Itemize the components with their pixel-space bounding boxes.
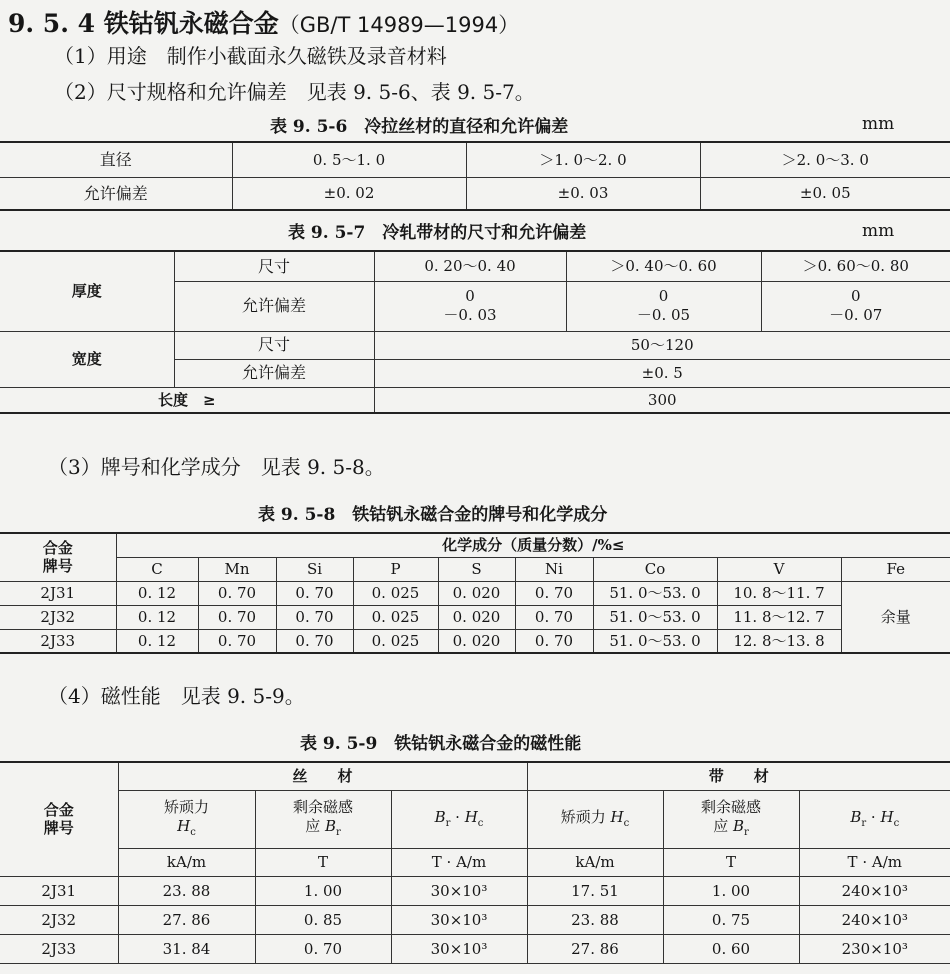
table-cell: 0. 85 <box>255 905 391 934</box>
grade-cell: 2J32 <box>0 605 116 629</box>
tol-lower: －0. 03 <box>443 306 497 324</box>
tol-lower: －0. 05 <box>636 306 691 324</box>
table-cell: ±0. 03 <box>466 177 700 210</box>
table-cell: 0. 20～0. 40 <box>374 251 566 281</box>
table-cell: 0. 020 <box>438 629 515 653</box>
energy-product-header: $B_r \cdot H_c$ <box>799 790 950 848</box>
table-cell: 50～120 <box>374 331 950 359</box>
table-cell: 10. 8～11. 7 <box>717 581 841 605</box>
unit-cell: T · A/m <box>799 848 950 876</box>
table-cell: 0. 70 <box>515 629 593 653</box>
table-cell: ＞0. 40～0. 60 <box>566 251 761 281</box>
coercivity-label: 矫顽力 <box>163 798 209 817</box>
table-cell: 0. 12 <box>116 605 198 629</box>
remanence-label-line1: 剩余磁感 <box>292 798 353 817</box>
table-cell: 30×10³ <box>391 876 527 905</box>
table-cell: 0. 70 <box>276 605 353 629</box>
table-cell <box>566 281 761 331</box>
energy-product-header: $B_r \cdot H_c$ <box>391 790 527 848</box>
table-cell: 0. 5～1. 0 <box>232 142 466 177</box>
table-cell: ＞2. 0～3. 0 <box>700 142 950 177</box>
tolerance-label: 允许偏差 <box>0 177 232 210</box>
grade-header-line2: 牌号 <box>42 557 73 576</box>
section-heading <box>8 4 519 40</box>
tol-upper: 0 <box>658 287 669 306</box>
composition-header: 化学成分（质量分数）/%≤ <box>116 533 950 557</box>
table-cell: 0. 020 <box>438 605 515 629</box>
length-label: 长度 ≥ <box>0 387 374 413</box>
fe-balance-cell: 余量 <box>841 581 950 653</box>
table-cell: 240×10³ <box>799 876 950 905</box>
table-cell: 51. 0～53. 0 <box>593 605 717 629</box>
grade-cell: 2J33 <box>0 934 118 963</box>
table-cell: 0. 70 <box>276 581 353 605</box>
unit-cell: kA/m <box>118 848 255 876</box>
unit-cell: T · A/m <box>391 848 527 876</box>
table-cell: 0. 025 <box>353 629 438 653</box>
table-9-5-7-title: 表 9. 5-7 冷轧带材的尺寸和允许偏差 <box>288 223 587 243</box>
grade-header-line1: 合金 <box>43 801 74 820</box>
table-cell: 240×10³ <box>799 905 950 934</box>
tolerance-label: 允许偏差 <box>174 359 374 387</box>
table-9-5-8 <box>0 532 950 654</box>
grade-header-line1: 合金 <box>42 539 73 558</box>
unit-cell: kA/m <box>527 848 663 876</box>
element-header: Mn <box>198 557 276 581</box>
section-number: 9. 5. 4 <box>8 9 95 38</box>
table-cell: 23. 88 <box>118 876 255 905</box>
paragraph-magnetic: （4）磁性能 见表 9. 5-9。 <box>48 684 305 708</box>
table-cell: ＞0. 60～0. 80 <box>761 251 950 281</box>
table-cell: 17. 51 <box>527 876 663 905</box>
table-cell <box>761 281 950 331</box>
standard-number: （GB/T 14989—1994） <box>278 13 520 37</box>
table-9-5-6-title: 表 9. 5-6 冷拉丝材的直径和允许偏差 <box>270 117 569 137</box>
table-cell: 0. 70 <box>198 581 276 605</box>
unit-cell: T <box>255 848 391 876</box>
tolerance-label: 允许偏差 <box>174 281 374 331</box>
table-row <box>0 934 950 963</box>
grade-cell: 2J33 <box>0 629 116 653</box>
paragraph-composition: （3）牌号和化学成分 见表 9. 5-8。 <box>48 455 385 479</box>
table-cell: 11. 8～12. 7 <box>717 605 841 629</box>
strip-header: 带 材 <box>527 762 950 790</box>
table-cell: ＞1. 0～2. 0 <box>466 142 700 177</box>
table-cell: 0. 12 <box>116 581 198 605</box>
remanence-label-line1: 剩余磁感 <box>700 798 761 817</box>
table-cell: 0. 70 <box>515 581 593 605</box>
thickness-label: 厚度 <box>0 251 174 331</box>
table-cell: 0. 70 <box>255 934 391 963</box>
remanence-header: 剩余磁感 应 $B_r$ <box>255 790 391 848</box>
size-label: 尺寸 <box>174 331 374 359</box>
coercivity-header: 矫顽力 $H_c$ <box>118 790 255 848</box>
grade-cell: 2J31 <box>0 581 116 605</box>
table-9-5-7 <box>0 250 950 414</box>
tol-upper: 0 <box>850 287 861 306</box>
coercivity-label: 矫顽力 <box>560 808 606 826</box>
table-cell: 51. 0～53. 0 <box>593 581 717 605</box>
table-cell: 30×10³ <box>391 934 527 963</box>
table-row <box>0 581 950 605</box>
table-cell: 0. 75 <box>663 905 799 934</box>
table-cell: 51. 0～53. 0 <box>593 629 717 653</box>
element-header: Co <box>593 557 717 581</box>
table-9-5-6 <box>0 141 950 211</box>
table-cell: 0. 60 <box>663 934 799 963</box>
table-9-5-9-title: 表 9. 5-9 铁钴钒永磁合金的磁性能 <box>300 734 582 754</box>
table-cell: ±0. 02 <box>232 177 466 210</box>
element-header: P <box>353 557 438 581</box>
table-cell: 0. 12 <box>116 629 198 653</box>
table-row <box>0 876 950 905</box>
element-header: C <box>116 557 198 581</box>
diameter-label: 直径 <box>0 142 232 177</box>
paragraph-usage: （1）用途 制作小截面永久磁铁及录音材料 <box>54 44 447 68</box>
table-cell: 23. 88 <box>527 905 663 934</box>
table-9-5-6-unit: mm <box>862 114 895 134</box>
element-header: V <box>717 557 841 581</box>
table-cell: 0. 020 <box>438 581 515 605</box>
table-cell: 0. 025 <box>353 605 438 629</box>
element-header: S <box>438 557 515 581</box>
size-label: 尺寸 <box>174 251 374 281</box>
element-header: Si <box>276 557 353 581</box>
table-cell: 0. 70 <box>198 605 276 629</box>
table-cell: 0. 025 <box>353 581 438 605</box>
element-header: Ni <box>515 557 593 581</box>
tol-lower: －0. 07 <box>829 306 883 324</box>
remanence-label-line2: 应 <box>713 817 733 836</box>
table-9-5-7-unit: mm <box>862 221 895 241</box>
table-cell: 30×10³ <box>391 905 527 934</box>
table-cell: 230×10³ <box>799 934 950 963</box>
section-title: 铁钴钒永磁合金 <box>103 9 279 38</box>
table-cell <box>374 281 566 331</box>
table-cell: 0. 70 <box>515 605 593 629</box>
table-cell: 12. 8～13. 8 <box>717 629 841 653</box>
grade-cell: 2J31 <box>0 876 118 905</box>
table-row <box>0 905 950 934</box>
table-9-5-9 <box>0 761 950 964</box>
table-9-5-8-title: 表 9. 5-8 铁钴钒永磁合金的牌号和化学成分 <box>258 505 608 525</box>
table-cell: 1. 00 <box>255 876 391 905</box>
table-cell: 0. 70 <box>276 629 353 653</box>
table-cell: 300 <box>374 387 950 413</box>
table-cell: 27. 86 <box>118 905 255 934</box>
table-cell: 27. 86 <box>527 934 663 963</box>
grade-header-line2: 牌号 <box>43 819 74 838</box>
table-cell: 31. 84 <box>118 934 255 963</box>
unit-cell: T <box>663 848 799 876</box>
grade-header <box>0 762 118 876</box>
table-cell: 1. 00 <box>663 876 799 905</box>
coercivity-header: 矫顽力 $H_c$ <box>527 790 663 848</box>
grade-cell: 2J32 <box>0 905 118 934</box>
table-row <box>0 605 950 629</box>
tol-upper: 0 <box>465 287 475 306</box>
element-header: Fe <box>841 557 950 581</box>
remanence-header: 剩余磁感 应 $B_r$ <box>663 790 799 848</box>
remanence-label-line2: 应 <box>305 817 325 836</box>
grade-header <box>0 533 116 581</box>
table-cell: ±0. 05 <box>700 177 950 210</box>
wire-header: 丝 材 <box>118 762 527 790</box>
table-row <box>0 629 950 653</box>
paragraph-dimensions: （2）尺寸规格和允许偏差 见表 9. 5-6、表 9. 5-7。 <box>54 80 535 104</box>
width-label: 宽度 <box>0 331 174 387</box>
table-cell: 0. 70 <box>198 629 276 653</box>
table-cell: ±0. 5 <box>374 359 950 387</box>
